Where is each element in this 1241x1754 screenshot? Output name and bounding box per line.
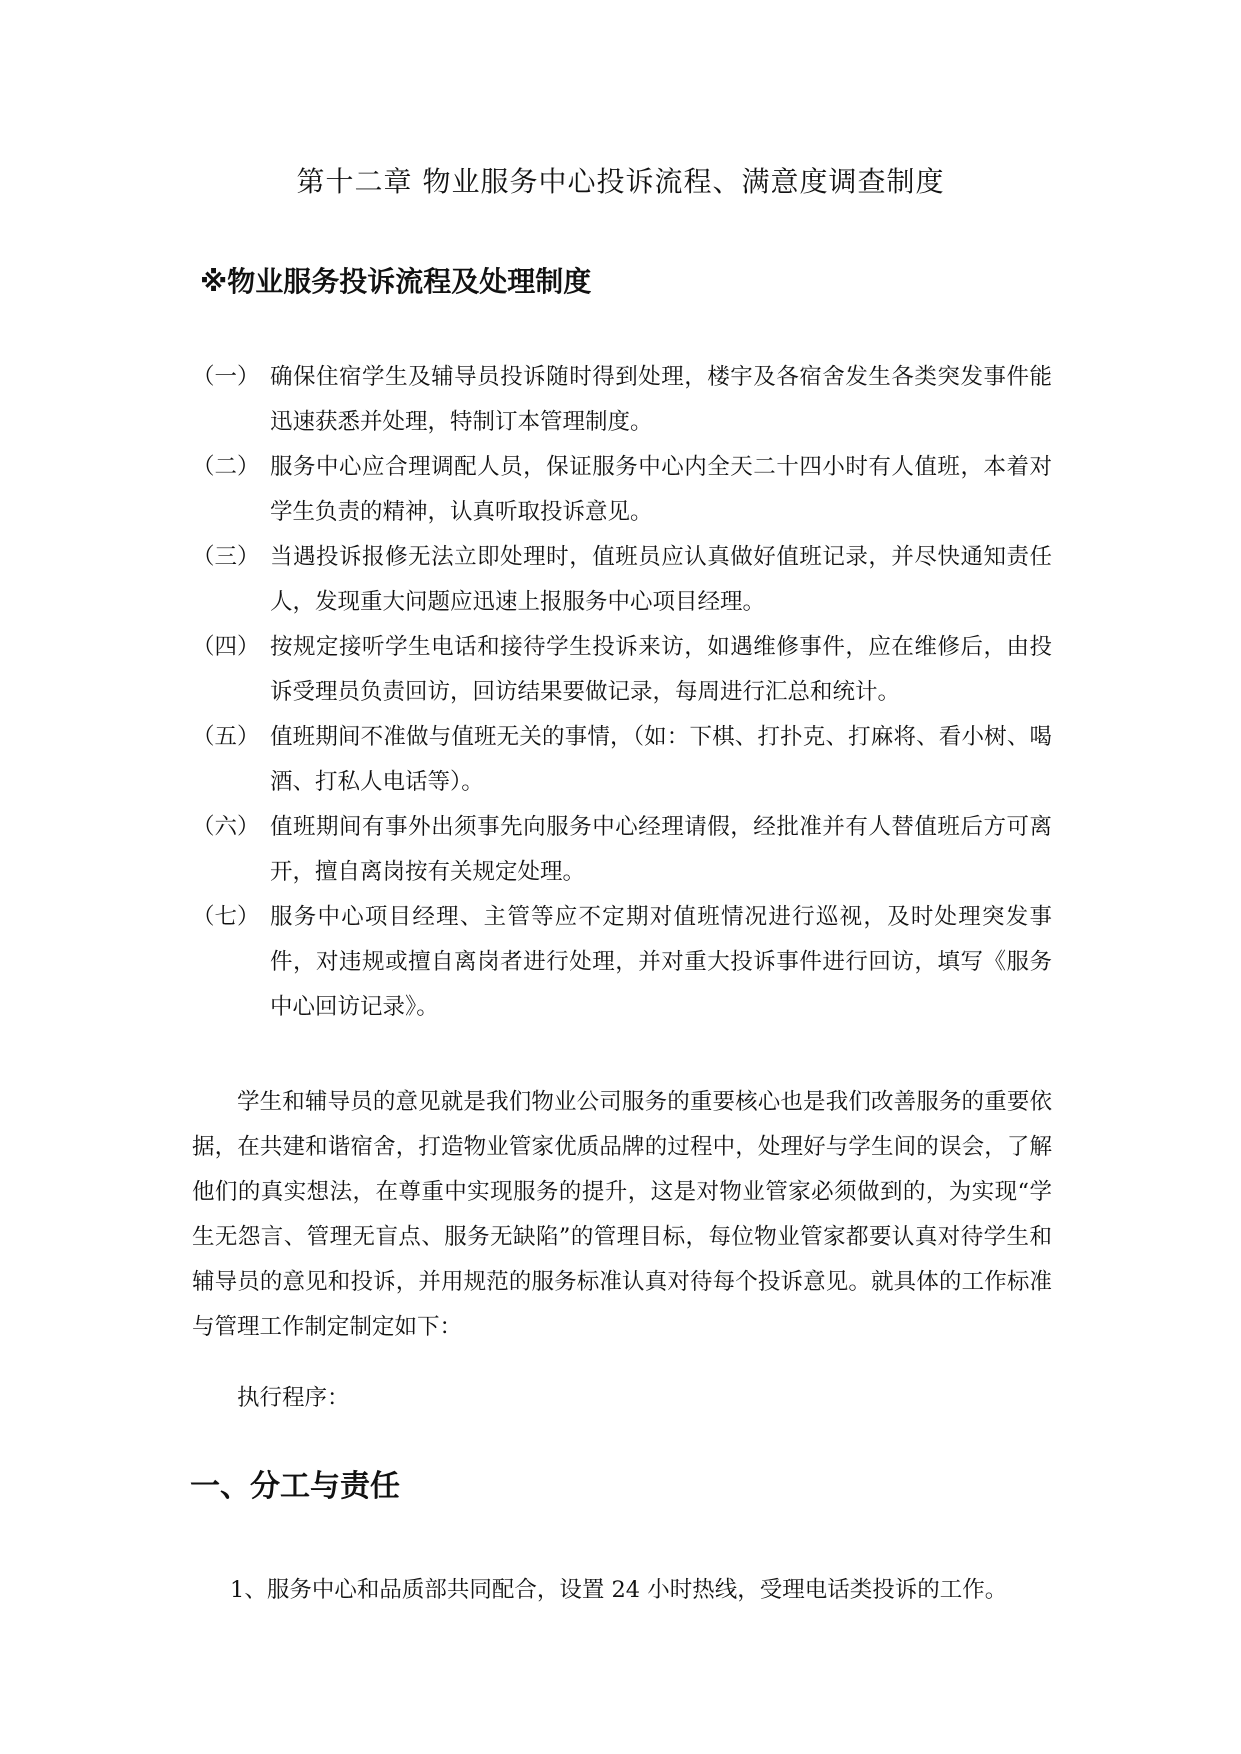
rules-list (192, 355, 1052, 1030)
list-item-text: 值班期间有事外出须事先向服务中心经理请假，经批准并有人替值班后方可离开，擅自离岗按有关规定处理。 (270, 814, 1052, 885)
list-item-number: （二） (192, 454, 260, 480)
list-item-number: （三） (192, 544, 260, 570)
list-item-text: 按规定接听学生电话和接待学生投诉来访，如遇维修事件，应在维修后，由投诉受理员负责回访，回访结果要做记录，每周进行汇总和统计。 (270, 634, 1052, 705)
list-item (192, 445, 1052, 535)
list-item-number: （四） (192, 634, 260, 660)
section-heading: ※物业服务投诉流程及处理制度 (200, 265, 592, 298)
procedure-label: 执行程序： (237, 1385, 350, 1411)
list-item-number: （一） (192, 364, 260, 390)
list-item (192, 625, 1052, 715)
list-item (192, 715, 1052, 805)
list-item-number: （五） (192, 724, 260, 750)
list-item (192, 895, 1052, 1030)
list-item (192, 805, 1052, 895)
list-item-text: 值班期间不准做与值班无关的事情，（如：下棋、打扑克、打麻将、看小树、喝酒、打私人电话等）。 (270, 724, 1052, 795)
list-item-text: 当遇投诉报修无法立即处理时，值班员应认真做好值班记录，并尽快通知责任人，发现重大问题应迅速上报服务中心项目经理。 (270, 544, 1052, 615)
list-item (192, 535, 1052, 625)
list-item (192, 355, 1052, 445)
list-item-text: 服务中心应合理调配人员，保证服务中心内全天二十四小时有人值班，本着对学生负责的精神，认真听取投诉意见。 (270, 454, 1052, 525)
chapter-title: 第十二章 物业服务中心投诉流程、满意度调查制度 (296, 165, 945, 198)
body-paragraph: 学生和辅导员的意见就是我们物业公司服务的重要核心也是我们改善服务的重要依据，在共建和谐宿舍，打造物业管家优质品牌的过程中，处理好与学生间的误会，了解他们的真实想法，在尊重中实现服务的提升，这是对物业管家必须做到的，为实现“学生无怨言、管理无盲点、服务无缺陷”的管理目标，每位物业管家都要认真对待学生和辅导员的意见和投诉，并用规范的服务标准认真对待每个投诉意见。就具体的工作标准与管理工作制定制定如下： (192, 1089, 1052, 1340)
list-item-text: 服务中心项目经理、主管等应不定期对值班情况进行巡视，及时处理突发事件，对违规或擅自离岗者进行处理，并对重大投诉事件进行回访，填写《服务中心回访记录》。 (270, 904, 1052, 1020)
list-item-number: （六） (192, 814, 260, 840)
list-item-text: 确保住宿学生及辅导员投诉随时得到处理，楼宇及各宿舍发生各类突发事件能迅速获悉并处理，特制订本管理制度。 (270, 364, 1052, 435)
section-heading-one: 一、分工与责任 (190, 1469, 400, 1504)
list-item-number: （七） (192, 904, 260, 930)
clause-text: 1、服务中心和品质部共同配合，设置 24 小时热线，受理电话类投诉的工作。 (230, 1577, 1008, 1603)
